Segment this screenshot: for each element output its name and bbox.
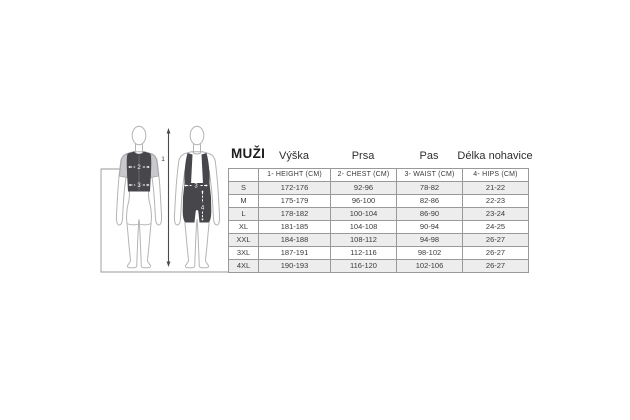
figures-illustration <box>80 112 235 290</box>
chest-cell: 108-112 <box>331 234 397 247</box>
waist-cell: 102-106 <box>397 260 463 273</box>
chest-cell: 104-108 <box>331 221 397 234</box>
mens-jersey-figure <box>116 126 161 268</box>
hips-column-header: 4- HIPS (CM) <box>463 169 529 182</box>
waist-cell: 98-102 <box>397 247 463 260</box>
size-cell: S <box>229 182 259 195</box>
chest-marker-label: 2 <box>137 165 141 172</box>
size-row-xxl <box>229 234 529 247</box>
chest-column-header: 2- CHEST (CM) <box>331 169 397 182</box>
height-column-header: 1- HEIGHT (CM) <box>259 169 331 182</box>
size-cell: 4XL <box>229 260 259 273</box>
jersey-waist-marker-label: 3 <box>137 183 141 190</box>
size-row-4xl <box>229 260 529 273</box>
waist-cell: 90-94 <box>397 221 463 234</box>
chest-cell: 92-96 <box>331 182 397 195</box>
size-row-l <box>229 208 529 221</box>
height-cell: 172-176 <box>259 182 331 195</box>
waist-cell: 86-90 <box>397 208 463 221</box>
size-row-xl <box>229 221 529 234</box>
size-cell: L <box>229 208 259 221</box>
size-row-3xl <box>229 247 529 260</box>
bib-shorts-figure <box>174 126 219 268</box>
height-cell: 181-185 <box>259 221 331 234</box>
height-cell: 184-188 <box>259 234 331 247</box>
waist-cell: 78-82 <box>397 182 463 195</box>
chest-cell: 96-100 <box>331 195 397 208</box>
size-table-body <box>229 182 529 273</box>
leg-length-cell: 21-22 <box>463 182 529 195</box>
leg-length-cell: 22-23 <box>463 195 529 208</box>
size-column-header <box>229 169 259 182</box>
shorts-waist-marker-label: 3 <box>194 183 198 190</box>
leg-length-cell: 24-25 <box>463 221 529 234</box>
height-cell: 190-193 <box>259 260 331 273</box>
height-cell: 178-182 <box>259 208 331 221</box>
size-cell: 3XL <box>229 247 259 260</box>
arrow-up-icon <box>167 128 171 134</box>
leg-length-cell: 26-27 <box>463 247 529 260</box>
size-cell: M <box>229 195 259 208</box>
size-cell: XL <box>229 221 259 234</box>
waist-column-header: 3- WAIST (CM) <box>397 169 463 182</box>
column-header-delka-nohavice: Délka nohavice <box>457 150 533 162</box>
size-cell: XXL <box>229 234 259 247</box>
size-row-m <box>229 195 529 208</box>
height-cell: 175-179 <box>259 195 331 208</box>
sub-header-row <box>229 169 529 182</box>
column-header-prsa: Prsa <box>351 150 375 162</box>
height-dimension-line <box>161 128 170 267</box>
size-row-s <box>229 182 529 195</box>
chest-cell: 116-120 <box>331 260 397 273</box>
leg-length-cell: 23-24 <box>463 208 529 221</box>
waist-cell: 94-98 <box>397 234 463 247</box>
height-cell: 187-191 <box>259 247 331 260</box>
column-header-pas: Pas <box>419 150 439 162</box>
height-marker-label: 1 <box>161 156 165 163</box>
chest-cell: 100-104 <box>331 208 397 221</box>
chest-cell: 112-116 <box>331 247 397 260</box>
arrow-down-icon <box>167 262 171 268</box>
size-table <box>228 168 529 273</box>
leg-length-marker-label: 4 <box>200 205 205 212</box>
leg-length-cell: 26-27 <box>463 260 529 273</box>
leg-length-cell: 26-27 <box>463 234 529 247</box>
waist-cell: 82-86 <box>397 195 463 208</box>
page-title: MUŽI <box>231 146 266 161</box>
column-header-vyska: Výška <box>279 150 309 162</box>
